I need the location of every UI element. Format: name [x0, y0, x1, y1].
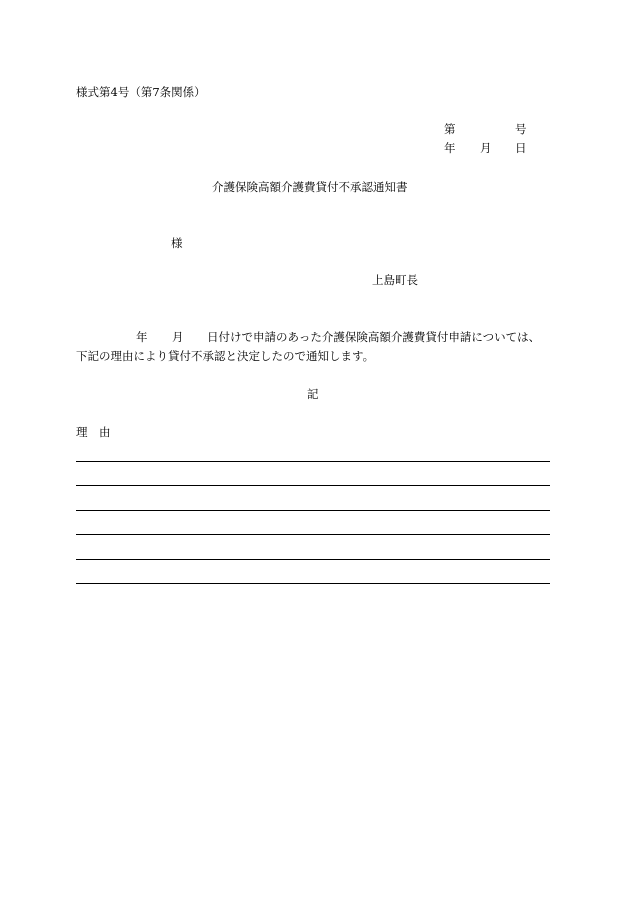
- ki-heading: 記: [307, 387, 319, 401]
- reason-line: [76, 534, 550, 535]
- body-year: 年: [136, 330, 148, 344]
- body-line1: 日付けで申請のあった介護保険高額介護費貸付申請については、: [207, 330, 541, 344]
- date-year: 年: [444, 141, 456, 155]
- body-line2: 下記の理由により貸付不承認と決定したので通知します。: [76, 349, 375, 363]
- reason-line: [76, 559, 550, 560]
- reason-line: [76, 485, 550, 486]
- doc-number-dai: 第: [444, 122, 456, 136]
- doc-number-go: 号: [515, 122, 527, 136]
- addressee-honorific: 様: [171, 236, 183, 250]
- date-day: 日: [515, 141, 527, 155]
- reason-line: [76, 510, 550, 511]
- reason-line: [76, 583, 550, 584]
- document-title: 介護保険高額介護費貸付不承認通知書: [212, 180, 408, 194]
- body-month: 月: [172, 330, 184, 344]
- sender-name: 上島町長: [372, 273, 418, 287]
- reason-label: 理 由: [76, 425, 111, 439]
- form-label: 様式第4号（第7条関係）: [76, 85, 206, 99]
- date-month: 月: [480, 141, 492, 155]
- reason-line: [76, 461, 550, 462]
